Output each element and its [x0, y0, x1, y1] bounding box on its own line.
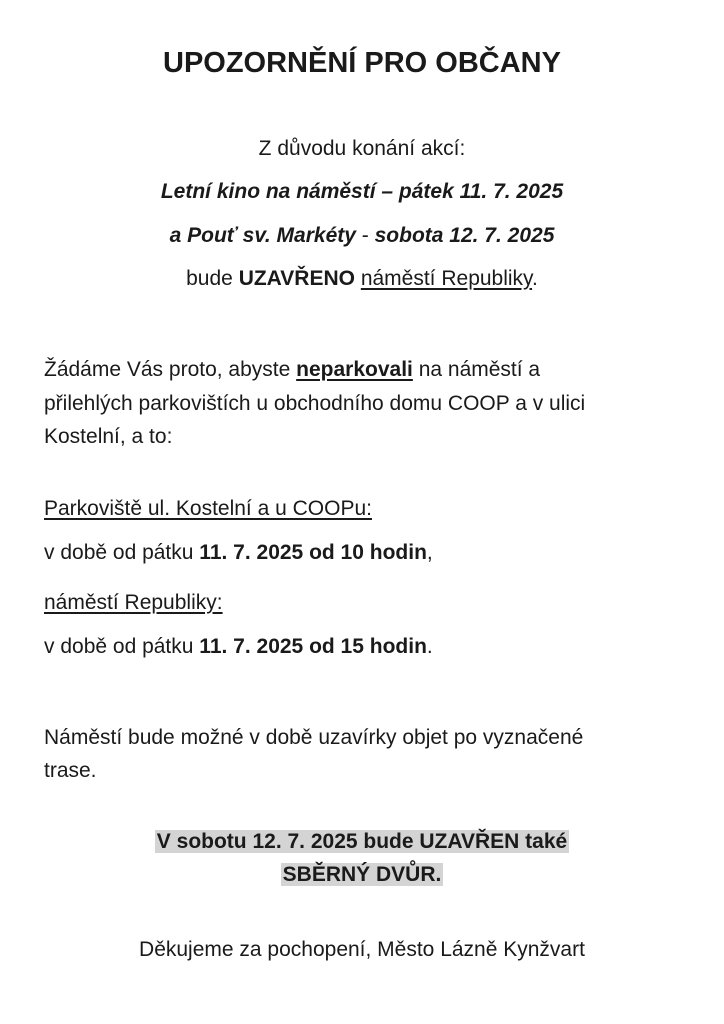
request-line-3: Kostelní, a to: [44, 425, 173, 448]
schedule-time-1-value: 11. 7. 2025 od 10 hodin [199, 541, 427, 564]
closure-statement [0, 266, 724, 292]
event-separator: - [355, 224, 375, 247]
collection-yard-notice-2 [0, 862, 724, 888]
event-pilgrimage-date: sobota 12. 7. 2025 [374, 224, 555, 247]
request-suffix: na náměstí a [412, 358, 541, 381]
request-line-2: přilehlých parkovištích u obchodního domu COOP a v ulici [44, 392, 586, 415]
schedule-place-2 [44, 590, 223, 616]
collection-yard-notice-1 [0, 829, 724, 855]
detour-line-2: trase. [44, 759, 97, 782]
schedule-time-2-value: 11. 7. 2025 od 15 hodin [199, 635, 427, 658]
closure-keyword: UZAVŘENO [238, 267, 355, 290]
request-line-1 [44, 357, 540, 383]
signature: Děkujeme za pochopení, Město Lázně Kynžvart [139, 938, 585, 961]
intro-text: Z důvodu konání akcí: [258, 137, 466, 160]
page-title: UPOZORNĚNÍ PRO OBČANY [163, 47, 561, 79]
schedule-time-1 [44, 540, 433, 566]
request-prefix: Žádáme Vás proto, abyste [44, 358, 297, 381]
event-pilgrimage-name: a Pouť sv. Markéty [169, 224, 356, 247]
event-pilgrimage [0, 223, 724, 249]
event-summer-cinema: Letní kino na náměstí – pátek 11. 7. 2025 [160, 180, 564, 203]
schedule-time-2-prefix: v době od pátku [44, 635, 200, 658]
schedule-place-1 [44, 496, 372, 522]
detour-line-1: Náměstí bude možné v době uzavírky objet po vyznačené [44, 726, 584, 749]
collection-yard-text-2: SBĚRNÝ DVŮR. [282, 863, 442, 886]
schedule-time-2 [44, 634, 433, 660]
schedule-time-1-prefix: v době od pátku [44, 541, 200, 564]
schedule-time-2-end: . [426, 635, 433, 658]
schedule-time-1-end: , [426, 541, 433, 564]
closure-end: . [532, 267, 538, 290]
closure-prefix: bude [186, 267, 239, 290]
schedule-place-1-label: Parkoviště ul. Kostelní a u COOPu: [44, 497, 372, 520]
schedule-place-2-label: náměstí Republiky: [44, 591, 223, 614]
collection-yard-text-1: V sobotu 12. 7. 2025 bude UZAVŘEN také [156, 830, 568, 853]
no-parking-keyword: neparkovali [296, 358, 413, 381]
closure-place: náměstí Republiky [360, 267, 533, 290]
